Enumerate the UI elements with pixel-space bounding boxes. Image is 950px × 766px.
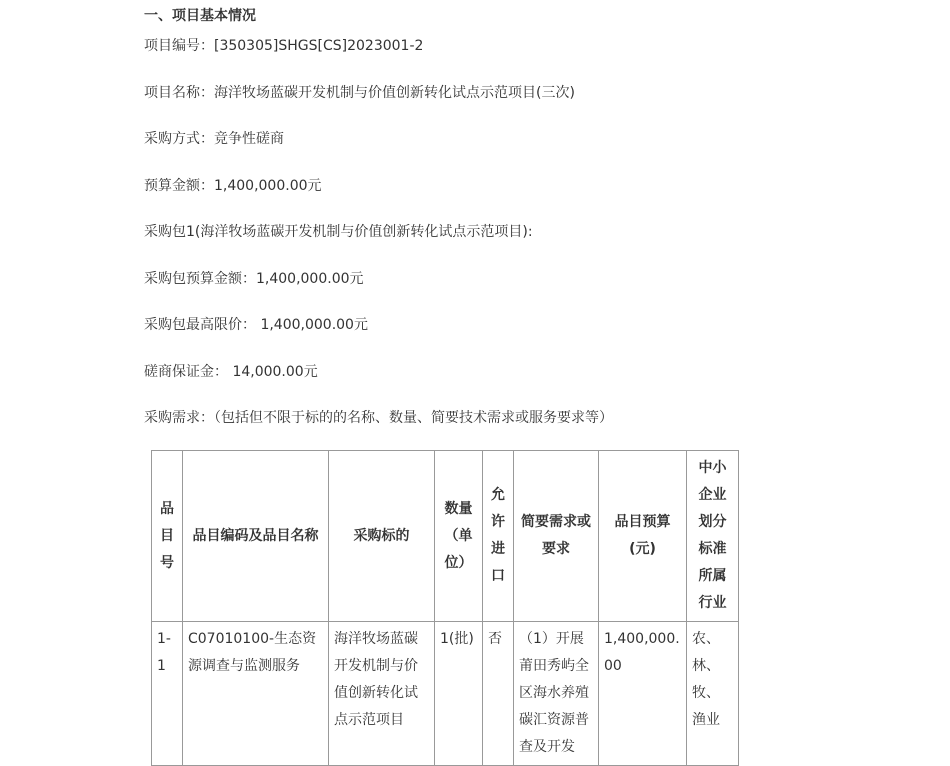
procurement-requirements: 采购需求：（包括但不限于标的的名称、数量、简要技术需求或服务要求等） [144,410,613,426]
budget-amount: 预算金额：1,400,000.00元 [144,178,322,194]
cell-budget: 1,400,000.00 [599,622,687,766]
cell-import: 否 [483,622,514,766]
consultation-deposit: 磋商保证金： 14,000.00元 [144,364,318,380]
project-name: 项目名称：海洋牧场蓝碳开发机制与价值创新转化试点示范项目(三次) [144,85,575,101]
cell-item-no: 1-1 [152,622,183,766]
header-item-no: 品目号 [152,451,183,622]
package-max-price: 采购包最高限价： 1,400,000.00元 [144,317,368,333]
procurement-method: 采购方式：竞争性磋商 [144,131,284,147]
header-sme: 中小企业划分标准所属行业 [687,451,739,622]
header-import: 允许进口 [483,451,514,622]
header-requirements: 简要需求或要求 [514,451,599,622]
cell-item-code: C07010100-生态资源调查与监测服务 [183,622,329,766]
package-budget: 采购包预算金额：1,400,000.00元 [144,271,364,287]
section-title: 一、项目基本情况 [144,8,256,24]
cell-target: 海洋牧场蓝碳开发机制与价值创新转化试点示范项目 [329,622,435,766]
project-number: 项目编号：[350305]SHGS[CS]2023001-2 [144,38,424,54]
cell-quantity: 1(批) [435,622,483,766]
table-header-row [152,451,739,622]
header-target: 采购标的 [329,451,435,622]
cell-sme: 农、林、牧、渔业 [687,622,739,766]
procurement-package: 采购包1(海洋牧场蓝碳开发机制与价值创新转化试点示范项目): [144,224,533,240]
header-quantity: 数量（单位） [435,451,483,622]
cell-requirements: （1）开展莆田秀屿全区海水养殖碳汇资源普查及开发 [514,622,599,766]
items-table [151,450,739,766]
table-row [152,622,739,766]
header-item-code: 品目编码及品目名称 [183,451,329,622]
header-budget: 品目预算(元) [599,451,687,622]
